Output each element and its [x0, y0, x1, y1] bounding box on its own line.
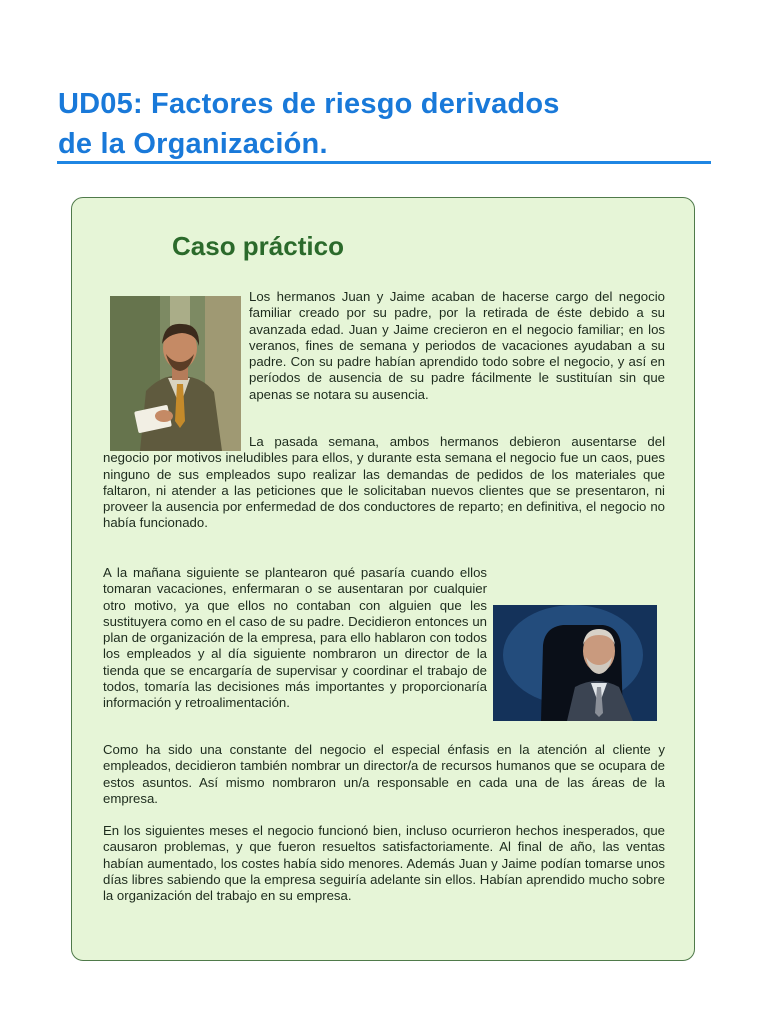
case-paragraph-2: La pasada semana, ambos hermanos debieron ausentarse del negocio por motivos ineludibles para ellos, y durante esta semana el negocio fue un caos, pues ninguno de sus empleados supo realizar las demandas de pedidos de los materiales que faltaron, ni atender a las peticiones que le solicitaban nuevos clientes que se presentaron, ni proveer la ausencia por enfermedad de dos conductores de reparto; en definitiva, el negocio no había funcionado. [103, 434, 665, 531]
case-paragraph-3 [103, 565, 665, 713]
unit-title-line1: UD05: Factores de riesgo derivados [58, 88, 560, 120]
photo-wrap-spacer [487, 599, 665, 713]
businessman-writing-photo [110, 296, 241, 451]
case-paragraph-5: En los siguientes meses el negocio funcionó bien, incluso ocurrieron hechos inesperados, que causaron problemas, y que fueron resueltos satisfactoriamente. Al final de año, las ventas habían aumentado, los costes había sido menores. Además Juan y Jaime podían tomarse unos días libres sabiendo que la empresa seguiría adelante sin ellos. Habían aprendido mucho sobre la organización del trabajo en su empresa. [103, 823, 665, 904]
unit-title-line2: de la Organización. [58, 128, 328, 160]
title-underline [57, 161, 711, 164]
case-paragraph-3-text: A la mañana siguiente se plantearon qué pasaría cuando ellos tomaran vacaciones, enfermaran o se ausentaran por cualquier otro motivo, ya que ellos no contaban con alguien que les sustituyera como en el caso de su padre. Decidieron entonces un plan de organización de la empresa, para ello hablaron con todos los empleados y al día siguiente nombraron un director de la tienda que se encargaría de supervisar y coordinar el trabajo de todos, tomaría las decisiones más importantes y proporcionaría información y retroalimentación. [103, 565, 487, 711]
case-paragraph-4: Como ha sido una constante del negocio el especial énfasis en la atención al cliente y empleados, decidieron también nombrar un director/a de recursos humanos que se ocupara de estos asuntos. Así mismo nombraron un/a responsable en cada una de las áreas de la empresa. [103, 742, 665, 806]
unit-title [58, 84, 718, 164]
case-study-title: Caso práctico [172, 231, 344, 261]
case-paragraph-1: Los hermanos Juan y Jaime acaban de hacerse cargo del negocio familiar creado por su padre, por la retirada de éste debido a su avanzada edad. Juan y Jaime crecieron en el negocio familiar; en los veranos, fines de semana y periodos de vacaciones ayudaban a su padre. Con su padre habían aprendido todo sobre el negocio, y así en períodos de ausencia de su padre fácilmente le sustituían sin que apenas se notara su ausencia. [249, 289, 665, 402]
